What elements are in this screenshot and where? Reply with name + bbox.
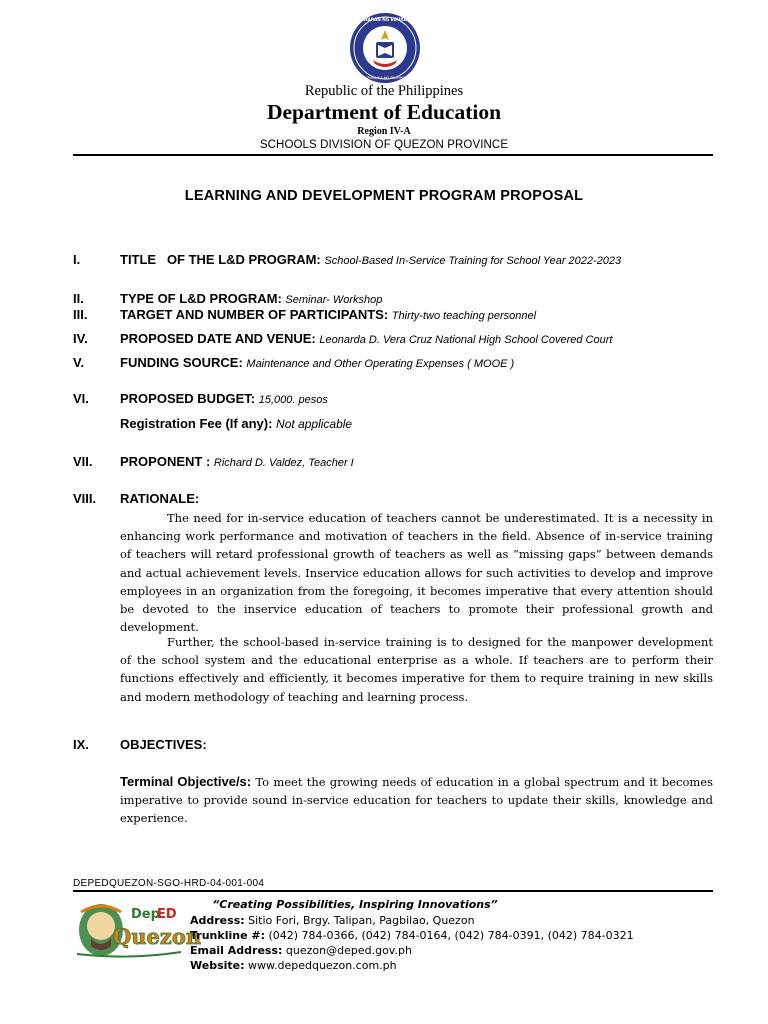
footer-email xyxy=(190,944,412,957)
item-value: Thirty-two teaching personnel xyxy=(391,310,537,322)
document-title: LEARNING AND DEVELOPMENT PROGRAM PROPOSAL xyxy=(184,188,584,204)
item-registration-fee xyxy=(120,416,352,431)
footer-address-value: Sitio Fori, Brgy. Talipan, Pagbilao, Quezon xyxy=(248,914,475,927)
item-number: I. xyxy=(73,252,81,267)
department-title: Department of Education xyxy=(266,100,502,124)
svg-text:Dep: Dep xyxy=(131,907,160,922)
item-number: V. xyxy=(73,355,85,370)
footer-divider xyxy=(73,890,713,892)
svg-text:ED: ED xyxy=(157,907,177,922)
terminal-objective xyxy=(120,773,713,828)
svg-text:REPUBLIKA NG PILIPINAS: REPUBLIKA NG PILIPINAS xyxy=(362,76,408,80)
deped-seal-icon xyxy=(349,12,421,84)
region-text: Region IV-A xyxy=(357,126,411,137)
document-code: DEPEDQUEZON-SGO-HRD-04-001-004 xyxy=(73,878,265,889)
footer-trunkline-value: (042) 784-0366, (042) 784-0164, (042) 784-0391, (042) 784-0321 xyxy=(268,929,634,942)
footer-website-label: Website: xyxy=(190,959,245,972)
item-label: RATIONALE: xyxy=(120,491,200,506)
svg-text:Quezon: Quezon xyxy=(113,924,202,949)
item-number: VI. xyxy=(73,391,89,406)
item-type-program xyxy=(120,291,382,306)
item-value: Not applicable xyxy=(276,417,353,431)
item-proposed-budget xyxy=(120,391,328,406)
item-rationale xyxy=(120,491,199,506)
division-text: SCHOOLS DIVISION OF QUEZON PROVINCE xyxy=(259,139,509,151)
item-label: FUNDING SOURCE: xyxy=(120,355,243,370)
item-number: IV. xyxy=(73,331,88,346)
item-label: Registration Fee (If any): xyxy=(120,416,273,431)
item-objectives xyxy=(120,737,207,752)
item-value: Leonarda D. Vera Cruz National High School Covered Court xyxy=(319,334,613,346)
footer-trunkline-label: Trunkline #: xyxy=(190,929,265,942)
footer-website xyxy=(190,959,397,972)
item-number: IX. xyxy=(73,737,89,752)
item-label: OBJECTIVES: xyxy=(120,737,207,752)
footer-website-value[interactable]: www.depedquezon.com.ph xyxy=(248,959,397,972)
item-target-participants xyxy=(120,307,536,322)
terminal-objective-label: Terminal Objective/s: xyxy=(120,774,252,789)
item-label: PROPONENT : xyxy=(120,454,211,469)
item-value: Richard D. Valdez, Teacher I xyxy=(213,457,354,469)
item-value: Seminar- Workshop xyxy=(285,294,383,306)
header-divider xyxy=(73,154,713,156)
rationale-paragraph-1: The need for in-service education of teachers cannot be underestimated. It is a necessity in enhancing work performance and motivation of teachers in the field. Absence of in-service training of teachers will retard professional growth of teachers as well as “missing gaps” between demands and actual achievement levels. Inservice education allows for such activities to develop and improve employees in an organization from the foregoing, it becomes imperative that every attention should be devoted to the inservice education of teachers to promote their professional growth and development. xyxy=(120,511,713,635)
footer-address xyxy=(190,914,475,927)
footer-email-value[interactable]: quezon@deped.gov.ph xyxy=(285,944,412,957)
republic-text: Republic of the Philippines xyxy=(304,83,464,99)
item-label: TYPE OF L&D PROGRAM: xyxy=(120,291,282,306)
footer-trunkline xyxy=(190,929,634,942)
item-number: VII. xyxy=(73,454,93,469)
svg-text:KAGAWARAN NG EDUKASYON: KAGAWARAN NG EDUKASYON xyxy=(350,17,420,22)
footer-email-label: Email Address: xyxy=(190,944,283,957)
item-label: PROPOSED BUDGET: xyxy=(120,391,256,406)
deped-quezon-logo-icon xyxy=(73,898,202,960)
item-date-venue xyxy=(120,331,612,346)
item-number: III. xyxy=(73,307,88,322)
item-number: II. xyxy=(73,291,84,306)
item-value: 15,000. pesos xyxy=(258,394,328,406)
item-value: School-Based In-Service Training for School Year 2022-2023 xyxy=(324,255,622,267)
footer-motto: “Creating Possibilities, Inspiring Innovations” xyxy=(212,898,498,911)
item-proponent xyxy=(120,454,354,469)
item-label: TITLE OF THE L&D PROGRAM: xyxy=(120,252,321,267)
terminal-objective-text: To meet the growing needs of education in a global spectrum and it becomes imperative to provide sound in-service education for teachers to update their skills, knowledge and experience. xyxy=(120,775,714,826)
item-value: Maintenance and Other Operating Expenses ( MOOE ) xyxy=(246,358,515,370)
footer-address-label: Address: xyxy=(190,914,245,927)
rationale-paragraph-2: Further, the school-based in-service training is to designed for the manpower development of the school system and the educational enterprise as a whole. If teachers are to perform their functions effectively and efficiently, it becomes imperative for them to require training in new skills and modern methodology of teaching and learning process. xyxy=(120,635,713,704)
item-funding-source xyxy=(120,355,514,370)
item-title-program xyxy=(120,252,621,267)
item-label: TARGET AND NUMBER OF PARTICIPANTS: xyxy=(120,307,389,322)
item-number: VIII. xyxy=(73,491,97,506)
item-label: PROPOSED DATE AND VENUE: xyxy=(120,331,316,346)
